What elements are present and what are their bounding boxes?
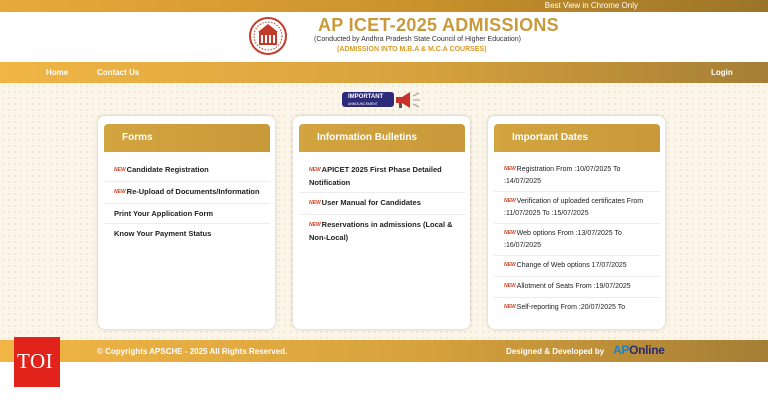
- toi-watermark-logo: TOI: [14, 337, 60, 387]
- page-title: AP ICET-2025 ADMISSIONS: [318, 15, 559, 35]
- designed-by-text: Designed & Developed by: [506, 347, 605, 356]
- copyright-text: © Copyrights APSCHE - 2025 All Rights Reserved.: [97, 347, 288, 356]
- site-header: [0, 12, 768, 62]
- dates-card-title: Important Dates: [512, 132, 589, 143]
- forms-item-candidate-registration[interactable]: NEWCandidate Registration: [104, 160, 270, 182]
- date-item-registration: NEWRegistration From :10/07/2025 To :14/07/2025: [494, 160, 660, 192]
- admission-subtitle: (ADMISSION INTO M.B.A & M.C.A COURSES): [337, 46, 487, 53]
- nav-bar: [0, 62, 768, 83]
- aponline-logo[interactable]: APOnline: [613, 343, 665, 357]
- dates-list: [494, 160, 660, 318]
- site-footer: [0, 340, 768, 362]
- date-item-verification: NEWVerification of uploaded certificates From :11/07/2025 To :15/07/2025: [494, 192, 660, 224]
- date-item-self-reporting: NEWSelf-reporting From :20/07/2025 To: [504, 304, 626, 311]
- top-strip: [0, 0, 768, 12]
- megaphone-icon: [394, 91, 424, 109]
- new-badge-icon: NEW: [504, 166, 516, 172]
- new-badge-icon: NEW: [504, 230, 516, 236]
- nav-contact-link[interactable]: Contact Us: [97, 68, 140, 77]
- forms-item-print-application[interactable]: Print Your Application Form: [104, 204, 270, 224]
- new-badge-icon: NEW: [114, 167, 126, 173]
- new-badge-icon: NEW: [504, 283, 516, 289]
- forms-card: [98, 116, 275, 329]
- page-bottom: [0, 362, 768, 415]
- forms-item-reupload-documents[interactable]: NEWRe-Upload of Documents/Information: [104, 182, 270, 204]
- page-subtitle: (Conducted by Andhra Pradesh State Council of Higher Education): [314, 36, 522, 43]
- forms-card-title: Forms: [122, 132, 153, 143]
- apsche-logo-icon: [248, 16, 288, 58]
- bulletin-item-first-phase-notification[interactable]: NEWAPICET 2025 First Phase Detailed Notification: [299, 160, 465, 193]
- new-badge-icon: NEW: [504, 262, 516, 268]
- forms-card-header: [104, 124, 270, 152]
- date-item-change-web-options: NEWChange of Web options 17/07/2025: [494, 256, 660, 277]
- bulletin-item-reservations[interactable]: NEWReservations in admissions (Local & Non-Local): [309, 220, 453, 242]
- forms-item-payment-status[interactable]: Know Your Payment Status: [114, 229, 212, 238]
- bulletins-list: [299, 160, 465, 247]
- date-item-web-options: NEWWeb options From :13/07/2025 To :16/07/2025: [494, 224, 660, 256]
- new-badge-icon: NEW: [114, 189, 126, 195]
- new-badge-icon: NEW: [309, 167, 321, 173]
- new-badge-icon: NEW: [309, 222, 321, 228]
- announcement-line1: IMPORTANT: [348, 94, 384, 100]
- bulletins-card: [293, 116, 470, 329]
- nav-login-link[interactable]: Login: [711, 68, 733, 77]
- bulletin-item-user-manual[interactable]: NEWUser Manual for Candidates: [299, 193, 465, 215]
- important-dates-card: [488, 116, 665, 329]
- new-badge-icon: NEW: [504, 304, 516, 310]
- announcement-badge: [342, 92, 394, 107]
- new-badge-icon: NEW: [309, 200, 321, 206]
- new-badge-icon: NEW: [504, 198, 516, 204]
- browser-hint: Best View in Chrome Only: [544, 1, 638, 10]
- dates-card-header: [494, 124, 660, 152]
- bulletins-card-title: Information Bulletins: [317, 132, 417, 143]
- nav-home-link[interactable]: Home: [46, 68, 69, 77]
- bulletins-card-header: [299, 124, 465, 152]
- date-item-allotment: NEWAllotment of Seats From :19/07/2025: [494, 277, 660, 298]
- announcement-line2: ANNOUNCEMENT: [348, 102, 378, 106]
- important-announcement[interactable]: [340, 89, 428, 111]
- forms-list: [104, 160, 270, 243]
